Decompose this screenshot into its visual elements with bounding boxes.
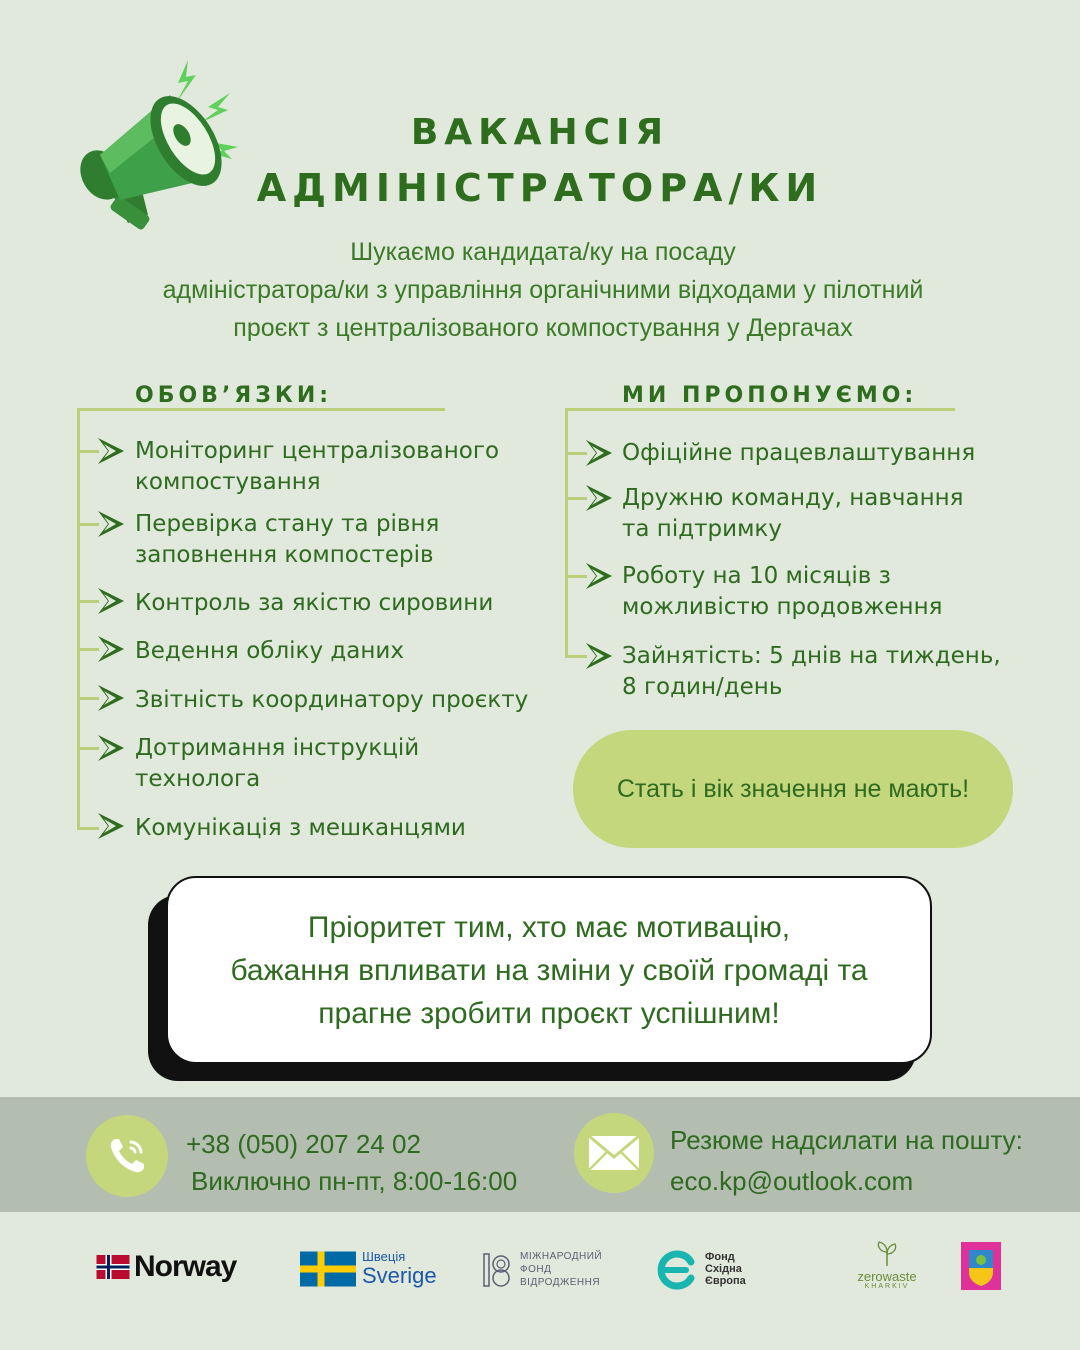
priority-line1: Пріоритет тим, хто має мотивацію, [307, 910, 791, 944]
intro-line2: адміністратора/ки з управління органічними відходами у пілотний [162, 276, 924, 304]
intro-line1: Шукаємо кандидата/ку на посаду [350, 238, 736, 266]
duty-item-0 [135, 436, 499, 498]
irf-logo [482, 1250, 602, 1289]
offer-item-line2: 8 годин/день [622, 674, 783, 700]
offer-item-0 [622, 438, 975, 469]
envelope-icon[interactable] [574, 1113, 654, 1193]
duties-rail-vertical [77, 408, 80, 830]
priority-line3: прагне зробити проєкт успішним! [318, 996, 780, 1030]
duty-item-line2: заповнення компостерів [135, 542, 434, 568]
duty-item-4 [135, 685, 528, 716]
duty-item-line2: компостування [135, 469, 321, 495]
duty-item-2 [135, 588, 493, 619]
duty-item-line1: Дотримання інструкцій [135, 735, 420, 761]
sweden-logo-big: Sverige [362, 1263, 437, 1288]
contact-hours: Виключно пн-пт, 8:00-16:00 [191, 1166, 518, 1196]
offer-item-line1: Роботу на 10 місяців з [622, 563, 891, 589]
duty-item-line2: технолога [135, 766, 261, 792]
envelope-icon-glyph [587, 1133, 641, 1173]
eef-emblem-icon [655, 1248, 697, 1290]
offer-item-3 [622, 641, 1001, 703]
duty-item-line1: Перевірка стану та рівня [135, 511, 440, 537]
irf-emblem-icon [482, 1252, 512, 1288]
offer-item-line2: можливістю продовження [622, 594, 943, 620]
phone-icon[interactable] [86, 1115, 168, 1197]
duty-item-6 [135, 813, 466, 844]
zerowaste-subtext: KHARKIV [864, 1283, 910, 1290]
duty-item-line1: Моніторинг централізованого [135, 438, 500, 464]
eef-line3: Європа [705, 1275, 746, 1287]
irf-line3: ВІДРОДЖЕННЯ [520, 1277, 601, 1288]
age-note-badge [573, 730, 1013, 848]
offer-item-line2: та підтримку [622, 516, 782, 542]
zerowaste-text: zerowaste [857, 1269, 917, 1284]
norway-flag-icon [96, 1255, 130, 1279]
irf-line1: МІЖНАРОДНИЙ [520, 1251, 603, 1262]
duty-item-1 [135, 509, 439, 571]
offer-item-line1: Офіційне працевлаштування [622, 440, 976, 466]
email-link[interactable]: eco.kp@outlook.com [670, 1166, 914, 1196]
sweden-logo-small: Швеція [362, 1249, 406, 1264]
offer-heading: МИ ПРОПОНУЄМО: [622, 383, 918, 408]
eef-logo [655, 1248, 746, 1290]
norway-logo-text: Norway [134, 1250, 237, 1283]
chevron-arrow-icon [583, 438, 615, 468]
eef-line2: Східна [705, 1263, 742, 1275]
priority-box [166, 876, 932, 1064]
chevron-arrow-icon [95, 733, 127, 763]
offer-item-2 [622, 561, 942, 623]
norway-logo [96, 1250, 236, 1284]
intro-line3: проєкт з централізованого компостування у Дергачах [233, 314, 853, 342]
duty-item-line1: Комунікація з мешканцями [135, 815, 466, 841]
zerowaste-sprout-icon [872, 1240, 902, 1266]
offer-rail-top [565, 408, 955, 411]
page-title-line2: АДМІНІСТРАТОРА/КИ [256, 166, 824, 210]
chevron-arrow-icon [95, 634, 127, 664]
chevron-arrow-icon [95, 811, 127, 841]
phone-icon-glyph [104, 1133, 150, 1179]
age-note-text: Стать і вік значення не мають! [616, 774, 970, 803]
phone-number[interactable]: +38 (050) 207 24 02 [186, 1129, 421, 1159]
offer-item-line1: Зайнятість: 5 днів на тиждень, [622, 643, 1001, 669]
duty-item-line1: Контроль за якістю сировини [135, 590, 494, 616]
chevron-arrow-icon [95, 683, 127, 713]
irf-line2: ФОНД [520, 1264, 552, 1275]
duty-item-5 [135, 733, 419, 795]
offer-item-line1: Дружню команду, навчання [622, 485, 964, 511]
resume-label: Резюме надсилати на пошту: [670, 1125, 1023, 1155]
eef-line1: Фонд [705, 1251, 735, 1263]
duty-item-3 [135, 636, 404, 667]
chevron-arrow-icon [583, 483, 615, 513]
sweden-logo [300, 1250, 437, 1288]
coat-of-arms-icon [961, 1242, 1001, 1290]
chevron-arrow-icon [95, 509, 127, 539]
zerowaste-logo [852, 1240, 922, 1290]
priority-line2: бажання впливати на зміни у своїй громаді та [230, 953, 868, 987]
duties-heading: ОБОВ’ЯЗКИ: [135, 383, 333, 408]
duty-item-line1: Ведення обліку даних [135, 638, 404, 664]
offer-item-1 [622, 483, 963, 545]
sweden-flag-icon [300, 1251, 356, 1287]
chevron-arrow-icon [583, 561, 615, 591]
chevron-arrow-icon [583, 641, 615, 671]
duty-item-line1: Звітність координатору проєкту [135, 687, 529, 713]
page-title-line1: ВАКАНСІЯ [410, 112, 670, 153]
chevron-arrow-icon [95, 586, 127, 616]
duties-rail-top [77, 408, 445, 411]
offer-rail-vertical [565, 408, 568, 658]
chevron-arrow-icon [95, 436, 127, 466]
